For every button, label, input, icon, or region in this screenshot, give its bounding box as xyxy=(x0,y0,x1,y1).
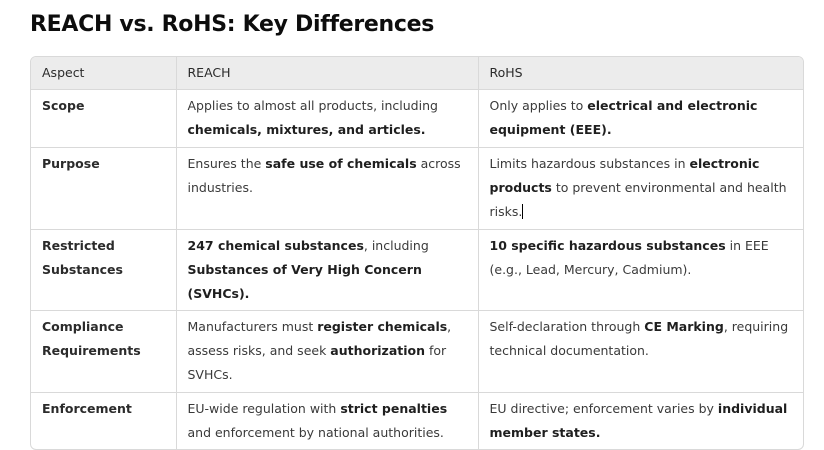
text: and enforcement by national authorities. xyxy=(187,425,444,440)
header-aspect: Aspect xyxy=(31,57,176,90)
reach-cell xyxy=(176,90,478,148)
bold-text: 10 specific hazardous substances xyxy=(489,238,726,253)
aspect-cell: Purpose xyxy=(31,148,176,230)
text: Self-declaration through xyxy=(489,319,645,334)
text: , including xyxy=(363,238,429,253)
bold-text: CE Marking xyxy=(644,319,724,334)
text: in EEE (e.g., Lead, Mercury, Cadmium). xyxy=(489,238,769,277)
rohs-cell xyxy=(478,230,803,311)
text: , assess risks, and seek xyxy=(187,319,452,358)
text: Ensures the xyxy=(187,156,266,171)
table-row xyxy=(31,90,803,148)
rohs-cell[interactable] xyxy=(478,148,803,230)
aspect-cell: Enforcement xyxy=(31,393,176,450)
aspect-cell: Restricted Substances xyxy=(31,230,176,311)
table-header-row xyxy=(31,57,803,90)
text: to prevent environmental and health risks. xyxy=(489,180,787,219)
rohs-cell xyxy=(478,90,803,148)
reach-cell xyxy=(176,230,478,311)
rohs-cell xyxy=(478,311,803,393)
reach-cell xyxy=(176,148,478,230)
text: for SVHCs. xyxy=(187,343,447,382)
text: , requiring technical documentation. xyxy=(489,319,789,358)
bold-text: register chemicals xyxy=(317,319,448,334)
bold-text: electronic products xyxy=(489,156,760,195)
text: Only applies to xyxy=(489,98,588,113)
bold-text: strict penalties xyxy=(340,401,448,416)
comparison-table xyxy=(30,56,804,450)
bold-text: individual member states. xyxy=(489,401,788,440)
bold-text: safe use of chemicals xyxy=(265,156,417,171)
text-cursor xyxy=(522,204,523,219)
reach-cell xyxy=(176,311,478,393)
aspect-cell: Scope xyxy=(31,90,176,148)
bold-text: Substances of Very High Concern (SVHCs). xyxy=(187,262,422,301)
header-rohs: RoHS xyxy=(478,57,803,90)
text: EU directive; enforcement varies by xyxy=(489,401,718,416)
text: Manufacturers must xyxy=(187,319,318,334)
bold-text: electrical and electronic equipment (EEE). xyxy=(489,98,758,137)
text: Applies to almost all products, including xyxy=(187,98,438,113)
text: Limits hazardous substances in xyxy=(489,156,690,171)
table-row xyxy=(31,148,803,230)
bold-text: authorization xyxy=(330,343,425,358)
bold-text: chemicals, mixtures, and articles. xyxy=(187,122,426,137)
aspect-cell: Compliance Requirements xyxy=(31,311,176,393)
table-row xyxy=(31,311,803,393)
text: EU-wide regulation with xyxy=(187,401,341,416)
header-reach: REACH xyxy=(176,57,478,90)
table-row xyxy=(31,230,803,311)
text: across industries. xyxy=(187,156,461,195)
bold-text: 247 chemical substances xyxy=(187,238,364,253)
page-title: REACH vs. RoHS: Key Differences xyxy=(30,12,435,37)
